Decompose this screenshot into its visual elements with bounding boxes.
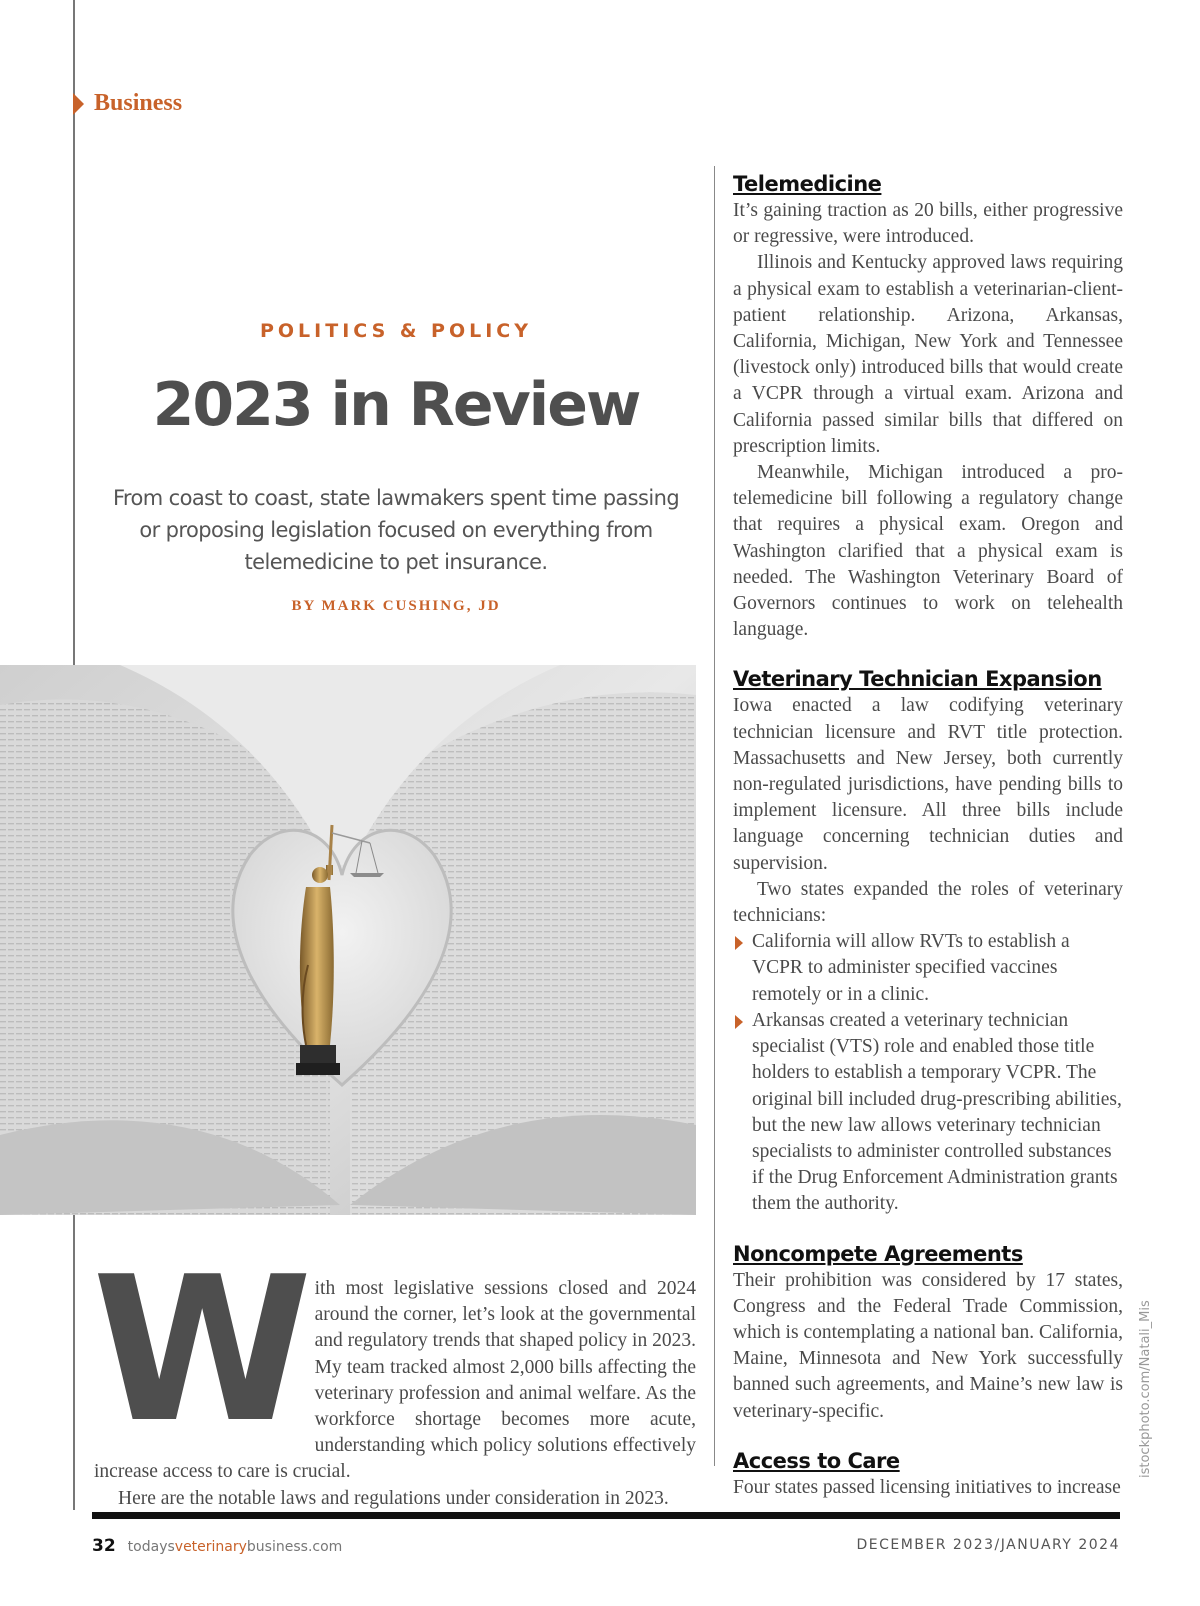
section-label: Business: [94, 90, 183, 116]
access-heading: Access to Care: [733, 1448, 900, 1473]
site-url-prefix: todays: [127, 1539, 175, 1555]
bullet-text: Arkansas created a veterinary technician specialist (VTS) role and enabled those title holders to establish a temporary VCPR. The original bill included drug-prescribing abilities, but the new law allows veterinary technician specialists to administer controlled substances if the Drug Enforcement Administration grants them the authority.: [752, 1009, 1122, 1215]
intro-paragraph-2: Here are the notable laws and regulations under consideration in 2023.: [118, 1487, 669, 1509]
bullet-text: California will allow RVTs to establish a VCPR to administer specified vaccines remotely or in a clinic.: [752, 931, 1070, 1005]
issue-date: DECEMBER 2023/JANUARY 2024: [856, 1537, 1120, 1553]
site-url[interactable]: [128, 1539, 343, 1555]
section-marker-icon: [73, 93, 84, 115]
telemedicine-heading: Telemedicine: [733, 172, 882, 196]
vet-tech-bullet-list: [733, 929, 1123, 1217]
list-item: [733, 929, 1123, 1008]
section-tag: [73, 90, 182, 117]
access-paragraph: Four states passed licensing initiatives to increase: [733, 1476, 1121, 1498]
noncompete-paragraph: Their prohibition was considered by 17 states, Congress and the Federal Trade Commission, which is contemplating a national ban. California, Maine, Minnesota and New York successfully banned such agreements, and Maine’s new law is veterinary-specific.: [733, 1269, 1123, 1422]
article-title: 2023 in Review: [152, 370, 640, 440]
telemedicine-paragraph-3: Meanwhile, Michigan introduced a pro-telemedicine bill following a regulatory change that requires a physical exam. Oregon and Washington clarified that a physical exam is needed. The Washington Veterinary Board of Governors continues to work on telehealth language.: [733, 462, 1123, 641]
vet-tech-heading: Veterinary Technician Expansion: [733, 667, 1102, 692]
column-divider: [714, 166, 715, 1466]
article-byline: BY MARK CUSHING, JD: [291, 598, 501, 614]
noncompete-heading: Noncompete Agreements: [733, 1241, 1023, 1266]
article-intro: [92, 1234, 696, 1512]
drop-cap: W: [92, 1234, 301, 1467]
site-url-suffix: business.com: [246, 1539, 343, 1555]
footer-left: [92, 1536, 342, 1556]
lady-justice-book-photo: [0, 665, 696, 1215]
article-kicker: POLITICS & POLICY: [259, 320, 533, 342]
site-url-highlight: veterinary: [174, 1539, 247, 1555]
bullet-triangle-icon: [735, 936, 743, 950]
right-column: [733, 170, 1123, 1501]
page-number: 32: [92, 1536, 116, 1556]
list-item: [733, 1008, 1123, 1218]
intro-paragraph: ith most legislative sessions closed and 2024 around the corner, let’s look at the governmental and regulatory trends that shaped policy in 2023. My team tracked almost 2,000 bills affecting the veterinary profession and animal welfare. As the workforce shortage becomes more acute, understanding which policy solutions effectively increase access to care is crucial.: [94, 1278, 696, 1483]
footer-rule: [92, 1512, 1120, 1519]
article-dek: From coast to coast, state lawmakers spent time passing or proposing legislation focused on everything from telemedicine to pet insurance.: [112, 486, 680, 574]
photo-credit: istockphoto.com/Natali_Mis: [1138, 1300, 1153, 1478]
telemedicine-paragraph-2: Illinois and Kentucky approved laws requiring a physical exam to establish a veterinarian-client-patient relationship. Arizona, Arkansas, California, Michigan, New York and Tennessee (livestock only) introduced bills that would create a VCPR through a virtual exam. Arizona and California passed similar bills that differed on prescription limits.: [733, 252, 1123, 457]
vet-tech-paragraph-2: Two states expanded the roles of veterinary technicians:: [733, 878, 1123, 927]
telemedicine-paragraph-1: It’s gaining traction as 20 bills, either progressive or regressive, were introduced.: [733, 200, 1123, 248]
bullet-triangle-icon: [735, 1015, 743, 1029]
vet-tech-paragraph-1: Iowa enacted a law codifying veterinary technician licensure and RVT title protection. Massachusetts and New Jersey, both currently non-regulated jurisdictions, have pending bills to implement licensure. All three bills include language concerning technician duties and supervision.: [733, 695, 1123, 874]
